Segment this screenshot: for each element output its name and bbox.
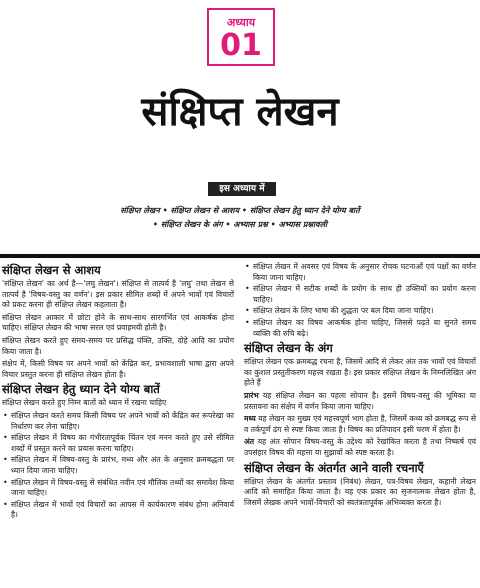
term-end: अंत [244,437,255,447]
paragraph: संक्षिप्त लेखन एक क्रमबद्ध रचना है, जिसमें आदि से लेकर अंत तक भावों एवं विचारों का कुशल प्रस्तुतीकरण महत्त्व रखता है। इस प्रकार संक्षिप्त लेखन के निम्नलिखित अंग होते हैं [244,357,476,388]
chapter-number: 01 [220,28,262,63]
list-item: • संक्षिप्त लेखन का विषय आकर्षक होना चाहिए, जिससे पढ़ते या सुनते समय व्यक्ति की रुचि बढ़े। [244,318,476,339]
list-item: • संक्षिप्त लेखन में भावों एवं विचारों का आपस में कार्यकारण संबंध होना अनिवार्य है। [2,500,234,521]
paragraph: संक्षिप्त लेखन आकार में छोटा होने के साथ-साथ सारगर्भित एवं आकर्षक होना चाहिए। संक्षिप्त लेखन की भाषा सरल एवं प्रवाहमयी होती है। [2,312,234,333]
paragraph: अंत यह अंत सोपान विषय-वस्तु के उद्देश्य को रेखांकित करता है तथा निष्कर्ष एवं उपसंहार विषय की महत्ता या सुझावों को स्पष्ट करता है। [244,437,476,457]
chapter-label: अध्याय [226,16,256,29]
list-item: • संक्षिप्त लेखन के लिए भाषा की शुद्धता पर बल दिया जाना चाहिए। [244,306,476,317]
paragraph: संक्षिप्त लेखन के अंतर्गत प्रस्ताव (निबंध) लेखन, पत्र-विषय लेखन, कहानी लेखन आदि को समाहित किया जाता है। यह एक प्रकार का सृजनात्मक लेखन होता है, जिसमें लेखक अपने भावों-विचारों को स्वतंत्रतापूर्वक अभिव्यक्त करता है। [244,476,476,507]
points-list-continued [244,262,476,339]
paragraph: मध्य यह लेखन का मुख्य एवं महत्त्वपूर्ण भाग होता है, जिसमें कथ्य को क्रमबद्ध रूप से व तर्कपूर्ण ढंग से स्पष्ट किया जाता है। विषय का प्रतिपादन इसी चरण में होता है। [244,414,476,434]
paragraph: 'संक्षिप्त लेखन' का अर्थ है—'लघु लेखन'। संक्षिप्त से तात्पर्य है 'लघु' तथा लेखन से तात्पर्य है 'विषय-वस्तु का वर्णन'। इस प्रकार सीमित शब्दों में अपने भावों एवं विचारों को प्रकट करना ही संक्षिप्त लेखन कहलाता है। [2,279,234,310]
section-heading-points: संक्षिप्त लेखन हेतु ध्यान देने योग्य बातें [2,382,160,397]
list-item: • संक्षिप्त लेखन में सटीक शब्दों के प्रयोग के साथ ही उक्तियों का प्रयोग करना चाहिए। [244,284,476,305]
points-list [2,411,234,521]
paragraph: प्रारंभ यह संक्षिप्त लेखन का पहला सोपान है। इसमें विषय-वस्तु की भूमिका या प्रस्तावना का संक्षेप में वर्णन किया जाना चाहिए। [244,390,476,411]
page-title: संक्षिप्त लेखन [141,89,339,135]
paragraph: संक्षिप्त लेखन करते हुए निम्न बातों को ध्यान में रखना चाहिए [2,398,167,408]
list-item: • संक्षिप्त लेखन में अवसर एवं विषय के अनुसार रोचक घटनाओं एवं पक्षों का वर्णन किया जाना चाहिए। [244,262,476,283]
section-heading-meaning: संक्षिप्त लेखन से आशय [2,263,101,277]
list-item: • संक्षिप्त लेखन में विषय-वस्तु के प्रारंभ, मध्य और अंत के अनुसार क्रमबद्धता पर ध्यान दिया जाना चाहिए। [2,455,234,476]
term-middle: मध्य [244,414,256,424]
list-item: • संक्षिप्त लेखन करते समय किसी विषय पर अपने भावों को केंद्रित कर रूपरेखा का निर्धारण कर लेना चाहिए। [2,411,234,432]
left-column [2,262,234,523]
paragraph: संक्षिप्त लेखन करते हुए समय-समय पर प्रसिद्ध पंक्ति, उक्ति, दोहे आदि का प्रयोग किया जाता है। [2,335,234,356]
chapter-badge [207,8,275,66]
section-heading-parts: संक्षिप्त लेखन के अंग [244,341,333,356]
toc-line-2: • संक्षिप्त लेखन के अंग • अभ्यास प्रश्न • अभ्यास प्रश्नावली [152,220,328,229]
list-item: • संक्षिप्त लेखन में विषय-वस्तु से संबंधित नवीन एवं मौलिक तथ्यों का समावेश किया जाना चाहिए। [2,478,234,499]
section-divider [0,254,480,258]
term-start: प्रारंभ [244,390,259,400]
section-heading-compositions: संक्षिप्त लेखन के अंतर्गत आने वाली रचनाएँ [244,460,424,475]
list-item: • संक्षिप्त लेखन में विषय का गंभीरतापूर्वक चिंतन एवं मनन करते हुए उसे सीमित शब्दों में प्रस्तुत करने का प्रयास करना चाहिए। [2,433,234,454]
right-column [244,262,476,510]
paragraph: संक्षेप में, किसी विषय पर अपने भावों को केंद्रित कर, प्रभावशाली भाषा द्वारा अपने विचार प्रस्तुत करना ही संक्षिप्त लेखन होता है। [2,359,234,379]
toc-header: इस अध्याय में [208,182,276,196]
toc-line-1: संक्षिप्त लेखन • संक्षिप्त लेखन से आशय • संक्षिप्त लेखन हेतु ध्यान देने योग्य बातें [120,206,360,215]
